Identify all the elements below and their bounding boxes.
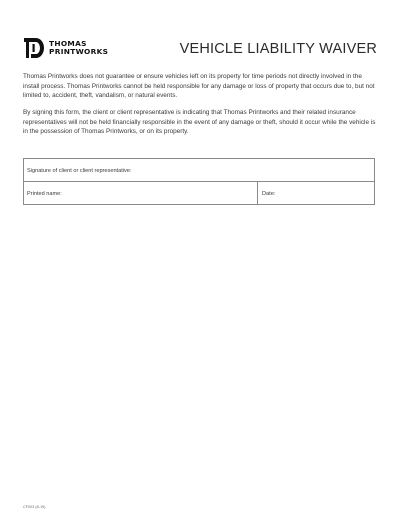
form-code: CF003 (8-19) <box>23 505 46 509</box>
signature-field[interactable] <box>24 159 374 182</box>
thomas-printworks-logo-icon <box>24 38 44 58</box>
document-title: VEHICLE LIABILITY WAIVER <box>179 41 377 57</box>
printed-name-field[interactable] <box>24 182 258 205</box>
agreement-paragraph: By signing this form, the client or client representative is indicating that Thomas Printworks and their related insurance representatives will not be held financially responsible in the event of any damage or theft, should it occur while the vehicle is in the possession of Thomas Printworks, or on its property. <box>23 109 376 136</box>
signature-form <box>23 158 375 205</box>
signature-label: Signature of client or client representative: <box>27 168 132 174</box>
printed-name-label: Printed name: <box>27 191 62 197</box>
company-logo <box>24 38 108 58</box>
date-field[interactable] <box>258 182 375 205</box>
logo-line-1: THOMAS <box>49 39 87 48</box>
disclaimer-paragraph: Thomas Printworks does not guarantee or ensure vehicles left on its property for time periods not directly involved in the install process. Thomas Printworks cannot be held responsible for any damage or loss of property that occurs due to, but not limited to, accident, theft, vandalism, or natural events. <box>23 73 375 100</box>
logo-wordmark <box>49 40 108 56</box>
logo-line-2: PRINTWORKS <box>49 47 109 56</box>
date-label: Date: <box>262 191 276 197</box>
